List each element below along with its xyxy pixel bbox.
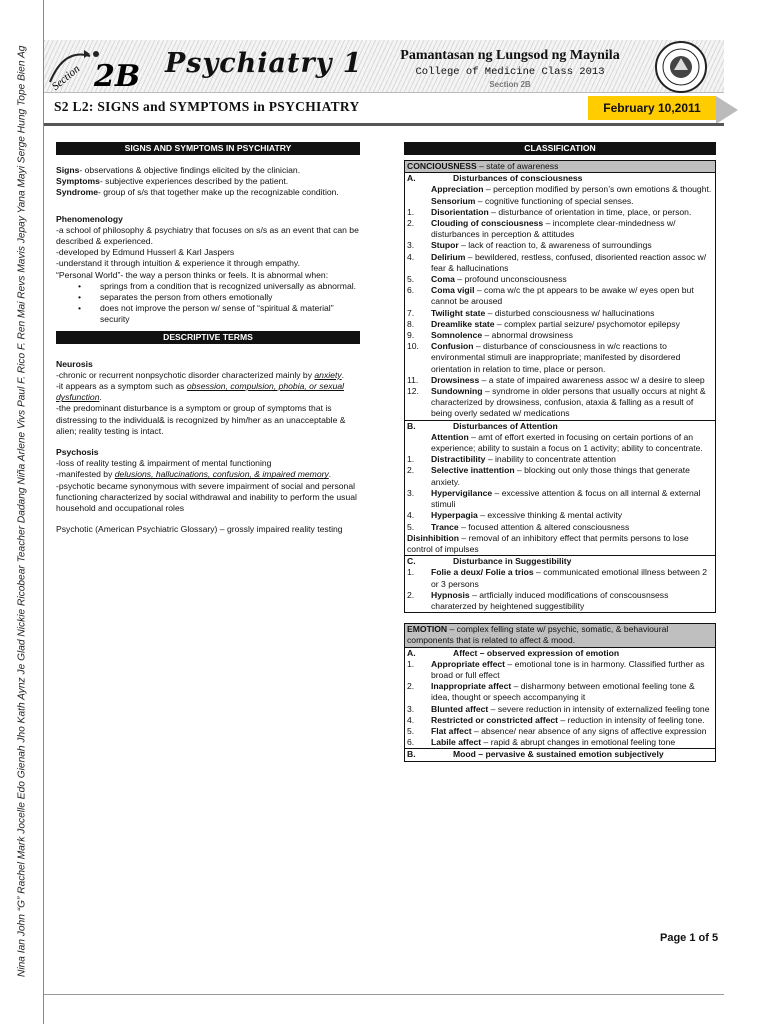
arrow-decoration [716, 96, 738, 124]
lecture-title-bar [44, 96, 744, 120]
neurosis-heading: Neurosis [56, 358, 93, 369]
course-title: Psychiatry 1 [165, 48, 363, 79]
list-item: 6. Labile affect – rapid & abrupt changes in emotional feeling tone [407, 737, 676, 748]
list-item: 9. Somnolence – abnormal drowsiness [407, 330, 573, 341]
list-item: 5. Coma – profound unconsciousness [407, 274, 567, 285]
emotion-box [404, 623, 716, 761]
university-seal-icon [654, 40, 708, 94]
list-item: 1. Folie a deux/ Folie a trios – communicated emotional illness between 2 or 3 persons [407, 567, 708, 589]
bullet-item: • springs from a condition that is recognized universally as abnormal. [78, 280, 357, 291]
paragraph: -it appears as a symptom such as obsession, compulsion, phobia, or sexual dysfunction. [56, 381, 345, 403]
subsection-heading: A. Disturbances of consciousness [407, 173, 583, 184]
page-number: Page 1 of 5 [660, 932, 719, 944]
subsection-heading: B. Disturbances of Attention [405, 420, 715, 432]
lecture-date: February 10,2011 [588, 96, 716, 120]
list-item: 4. Hyperpagia – excessive thinking & mental activity [407, 510, 623, 521]
paragraph: -chronic or recurrent nonpsychotic disorder characterized mainly by anxiety. [56, 369, 345, 380]
paragraph: “Personal World”- the way a person thinks or feels. It is abnormal when: [56, 269, 329, 280]
suggestibility-list [405, 567, 715, 612]
paragraph: -the predominant disturbance is a symptom or group of symptoms that is distressing to the individual& is recognized by him/her as an unacceptable & alien; reality testing is intact. [56, 403, 346, 436]
list-item: 3. Stupor – lack of reaction to, & awareness of surroundings [407, 240, 652, 251]
list-item: Disinhibition – removal of an inhibitory effect that permits persons to lose control of impulses [407, 532, 689, 554]
list-item: 1. Appropriate effect – emotional tone is in harmony. Classified further as broad or full effect [407, 658, 705, 680]
list-item: 3. Blunted affect – severe reduction in intensity of externalized feeling tone [407, 703, 710, 714]
paragraph: -loss of reality testing & impairment of mental functioning [56, 458, 272, 469]
subsection-heading: B. Mood – pervasive & sustained emotion subjectively [405, 748, 715, 760]
svg-text:2B: 2B [94, 59, 141, 94]
list-item: 11. Drowsiness – a state of impaired awareness assoc w/ a desire to sleep [407, 374, 705, 385]
box-title: CONCIOUSNESS – state of awareness [405, 161, 715, 173]
bullet-item: • separates the person from others emotionally [78, 292, 273, 303]
list-item: 4. Delirium – bewildered, restless, confused, disoriented reaction assoc w/ fear & hallucinations [407, 251, 707, 273]
list-item: 2. Selective inattention – blocking out only those things that generate anxiety. [407, 465, 690, 487]
bullet-item: • does not improve the person w/ sense of “spiritual & material” security [78, 303, 334, 325]
list-item: 8. Dreamlike state – complex partial seizure/ psychomotor epilepsy [407, 318, 680, 329]
list-item: 4. Restricted or constricted affect – reduction in intensity of feeling tone. [407, 714, 705, 725]
list-item: 1. Distractibility – inability to concentrate attention [407, 454, 616, 465]
paragraph: -psychotic became synonymous with severe impairment of social and personal functioning characterized by social withdrawal and inability to perform the usual household and occupational roles [56, 480, 357, 514]
list-item: 2. Hypnosis – artficially induced modifications of conscousnsess charaterzed by heightened suggestibility [407, 589, 669, 611]
svg-text:Section: Section [49, 62, 83, 93]
box-title: EMOTION – complex felling state w/ psychic, somatic, & behavioural components that is related to affect & mood. [405, 624, 715, 647]
attention-list [405, 454, 715, 532]
paragraph: Psychotic (American Psychiatric Glossary) – grossly impaired reality testing [56, 524, 343, 535]
right-column [404, 142, 716, 762]
list-item: 2. Inappropriate affect – disharmony between emotional feeling tone & idea, thought or speech accompanying it [407, 681, 695, 703]
definition-symptoms: Symptoms- subjective experiences described by the patient. [56, 176, 289, 187]
paragraph: -developed by Edmund Husserl & Karl Jaspers [56, 247, 235, 258]
paragraph: -manifested by delusions, hallucinations, confusion, & impaired memory. [56, 469, 332, 480]
paragraph: -understand it through intuition & experience it through empathy. [56, 258, 300, 269]
psychosis-heading: Psychosis [56, 447, 99, 458]
subsection-heading: C. Disturbance in Suggestibility [405, 555, 715, 567]
definition-signs: Signs- observations & objective findings elicited by the clinician. [56, 165, 301, 175]
consciousness-list [405, 207, 715, 420]
paragraph: -a school of philosophy & psychiatry that focuses on s/s as an event that can be described & experienced. [56, 224, 359, 247]
list-item: 1. Disorientation – disturbance of orientation in time, place, or person. [407, 206, 692, 217]
subsection-heading: A. Affect – observed expression of emotion [407, 647, 620, 658]
list-item: 5. Trance – focused attention & altered consciousness [407, 521, 630, 532]
list-item: 10. Confusion – disturbance of consciousness in w/c reactions to environmental stimuli are inappropriate; manifested by disordered orientation in relation to time, place or person. [407, 341, 681, 374]
section-header: DESCRIPTIVE TERMS [56, 331, 360, 344]
lecture-title: S2 L2: SIGNS and SYMPTOMS in PSYCHIATRY [54, 99, 360, 114]
section-logo-icon [44, 42, 141, 94]
section-header: CLASSIFICATION [404, 142, 716, 155]
list-item: Appreciation – perception modified by person’s own emotions & thought. [431, 184, 712, 195]
names-strip [0, 0, 44, 1024]
divider [44, 123, 724, 126]
contributors-names: Nina Ian John “G” Rachel Mark Jocelle Edo Gienah Jho Kath Aynz Je Glad Nickie Ricobear Teacher Dadang Niña Arlene Vivs Paul F. Rico F. Ren Mai Revs Mavis Jepay Yana Mayi Serge Hung Tope Bien Ag [16, 45, 28, 977]
section-label: Section 2B [489, 80, 531, 89]
section-header: SIGNS AND SYMPTOMS IN PSYCHIATRY [56, 142, 360, 155]
definition-syndrome: Syndrome- group of s/s that together make up the recognizable condition. [56, 187, 339, 198]
divider [44, 994, 724, 995]
list-item: 2. Clouding of consciousness – incomplete clear-mindedness w/ disturbances in perception & attitudes [407, 218, 676, 240]
affect-list [405, 659, 715, 749]
college-name: College of Medicine Class 2013 [415, 66, 605, 78]
list-item: 3. Hypervigilance – excessive attention & focus on all internal & external stimuli [407, 487, 701, 510]
list-item: 7. Twilight state – disturbed consciousness w/ hallucinations [407, 307, 655, 318]
list-item: 12. Sundowning – syndrome in older persons that usually occurs at night & characterized by drowsiness, confusion, ataxia & falling as a result of being overly sedated w/ medications [407, 386, 706, 419]
university-name: Pamantasan ng Lungsod ng Maynila [400, 48, 620, 63]
list-item: Attention – amt of effort exerted in focusing on certain portions of an experience; ability to sustain a focus on 1 activity; ability to concentrate. [431, 431, 703, 454]
left-column [56, 142, 360, 535]
phenomenology-heading: Phenomenology [56, 213, 123, 224]
list-item: 6. Coma vigil – coma w/c the pt appears to be awake w/ eyes open but cannot be aroused [407, 285, 694, 307]
consciousness-box [404, 160, 716, 613]
list-item: 5. Flat affect – absence/ near absence of any signs of affective expression [407, 725, 707, 736]
list-item: Sensorium – cognitive functioning of special senses. [431, 195, 634, 206]
